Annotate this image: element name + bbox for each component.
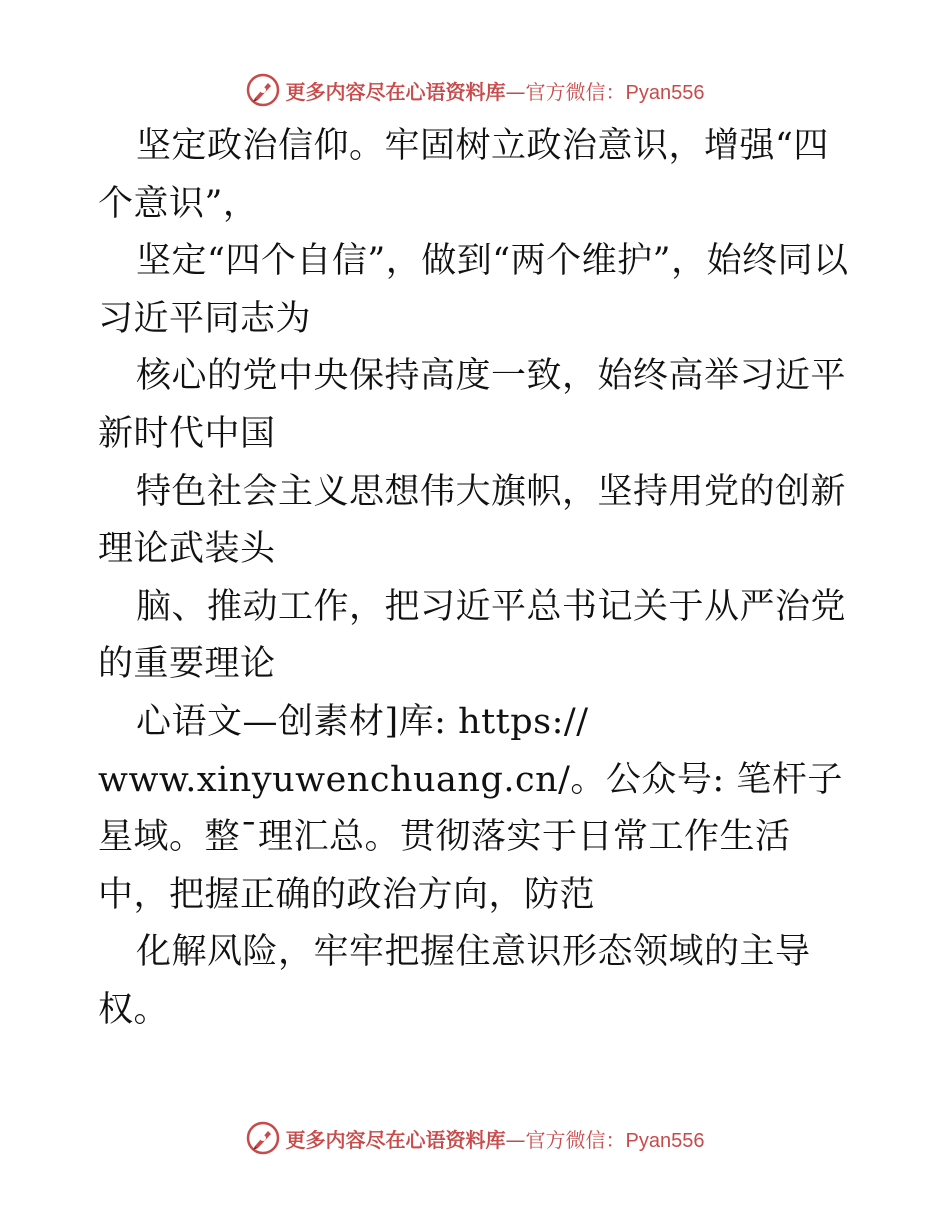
paragraph-6: 心语文—创素材]库: https://	[136, 701, 589, 742]
watermark-text	[286, 76, 705, 105]
watermark-wechat: 官方微信：Pyan556	[525, 1129, 705, 1152]
paragraph-2: 坚定“四个自信”，做到“两个维护”，始终同以习近平同志为	[98, 241, 849, 339]
footer-watermark	[0, 1118, 950, 1158]
document-body	[98, 118, 858, 1040]
watermark-wechat: 官方微信：Pyan556	[525, 81, 705, 104]
watermark-separator: —	[505, 1127, 526, 1152]
paragraph-5: 脑、推动工作，把习近平总书记关于从严治党的重要理论	[98, 586, 847, 685]
paragraph-1: 坚定政治信仰。牢固树立政治意识，增强“四个意识”，	[98, 126, 829, 224]
watermark-text	[286, 1124, 705, 1153]
paragraph-8: 化解风险，牢牢把握住意识形态领域的主导权。	[98, 932, 811, 1030]
header-watermark	[0, 70, 950, 110]
paragraph-3: 核心的党中央保持高度一致，始终高举习近平新时代中国	[98, 356, 847, 454]
watermark-separator: —	[505, 79, 526, 104]
pen-logo-icon	[246, 73, 280, 107]
pen-logo-icon	[246, 1121, 280, 1155]
watermark-title: 更多内容尽在心语资料库	[285, 79, 506, 104]
paragraph-7: www.xinyuwenchuang.cn/。公众号: 笔杆子星域。整¯理汇总。贯彻落实于日常工作生活中，把握正确的政治方向，防范	[98, 759, 843, 915]
paragraph-4: 特色社会主义思想伟大旗帜，坚持用党的创新理论武装头	[98, 471, 847, 570]
watermark-title: 更多内容尽在心语资料库	[285, 1127, 506, 1152]
